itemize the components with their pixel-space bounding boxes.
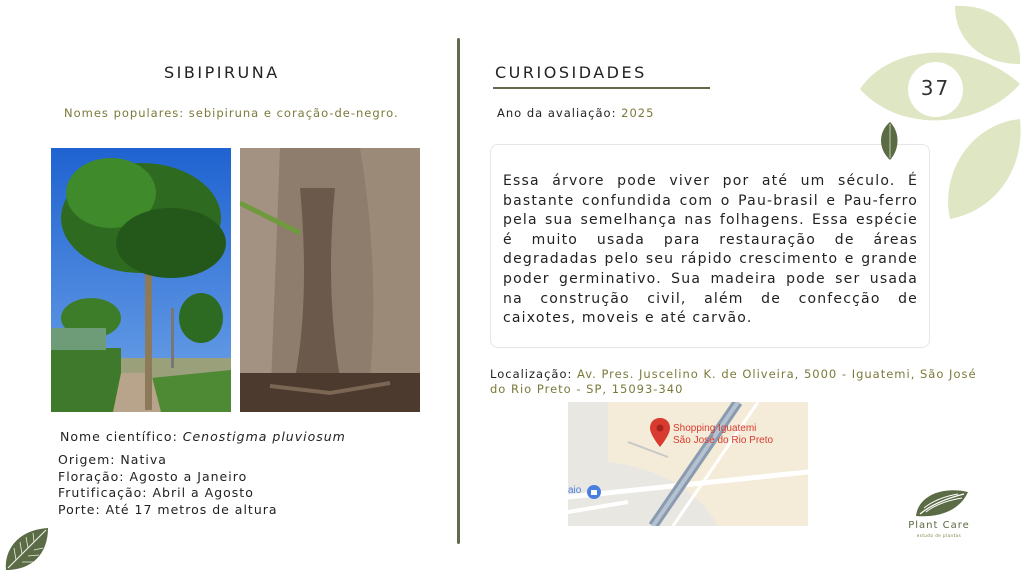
plant-care-logo: [900, 486, 978, 542]
logo-leaf-icon: [912, 486, 972, 518]
location-map[interactable]: [568, 402, 808, 526]
logo-name: Plant Care: [908, 520, 970, 531]
curiosities-title: CURIOSIDADES: [495, 63, 647, 82]
scientific-label: Nome científico:: [60, 429, 178, 444]
map-pin-icon: [650, 418, 670, 448]
leaf-icon: [2, 524, 52, 574]
scientific-name: Cenostigma pluviosum: [182, 429, 346, 444]
species-title: SIBIPIRUNA: [164, 63, 280, 82]
location: [490, 367, 980, 397]
size: Porte: Até 17 metros de altura: [58, 501, 278, 517]
facts-list: [58, 452, 278, 518]
map-place-label: Shopping Iguatemi São José do Rio Preto: [673, 423, 774, 446]
year-label: Ano da avaliação:: [497, 106, 617, 120]
year-value: 2025: [621, 106, 655, 120]
fruiting: Frutificação: Abril a Agosto: [58, 485, 254, 500]
evaluation-year: [497, 106, 654, 120]
popular-names: Nomes populares: sebipiruna e coração-de-negro.: [64, 106, 399, 120]
location-address: Av. Pres. Juscelino K. de Oliveira, 5000 - Iguatemi, São José do Rio Preto - SP, 15093-340: [490, 367, 977, 396]
logo-tagline: estudo de plantas: [916, 533, 962, 538]
page-number-badge: [908, 62, 963, 117]
curiosity-text: Essa árvore pode viver por até um século. É bastante confundida com o Pau-brasil e Pau-ferro pela sua semelhança nas folhagens. Essa espécie é muito usada para restauração de áreas degradadas pelo seu rápido crescimento e grande poder germinativo. Sua madeira pode ser usada na construção civil, além de confecção de caixotes, moveis e até carvão.: [503, 173, 918, 327]
scientific-name-line: [60, 429, 346, 446]
column-divider: [457, 38, 460, 544]
origin: Origem: Nativa: [58, 452, 167, 467]
tree-photo: [51, 148, 231, 412]
bark-photo: [240, 148, 420, 412]
map-edge-label: aio: [568, 485, 582, 496]
title-underline: [493, 87, 710, 89]
page-number: 37: [920, 76, 951, 100]
location-label: Localização:: [490, 367, 573, 381]
flowering: Floração: Agosto a Janeiro: [58, 468, 248, 484]
